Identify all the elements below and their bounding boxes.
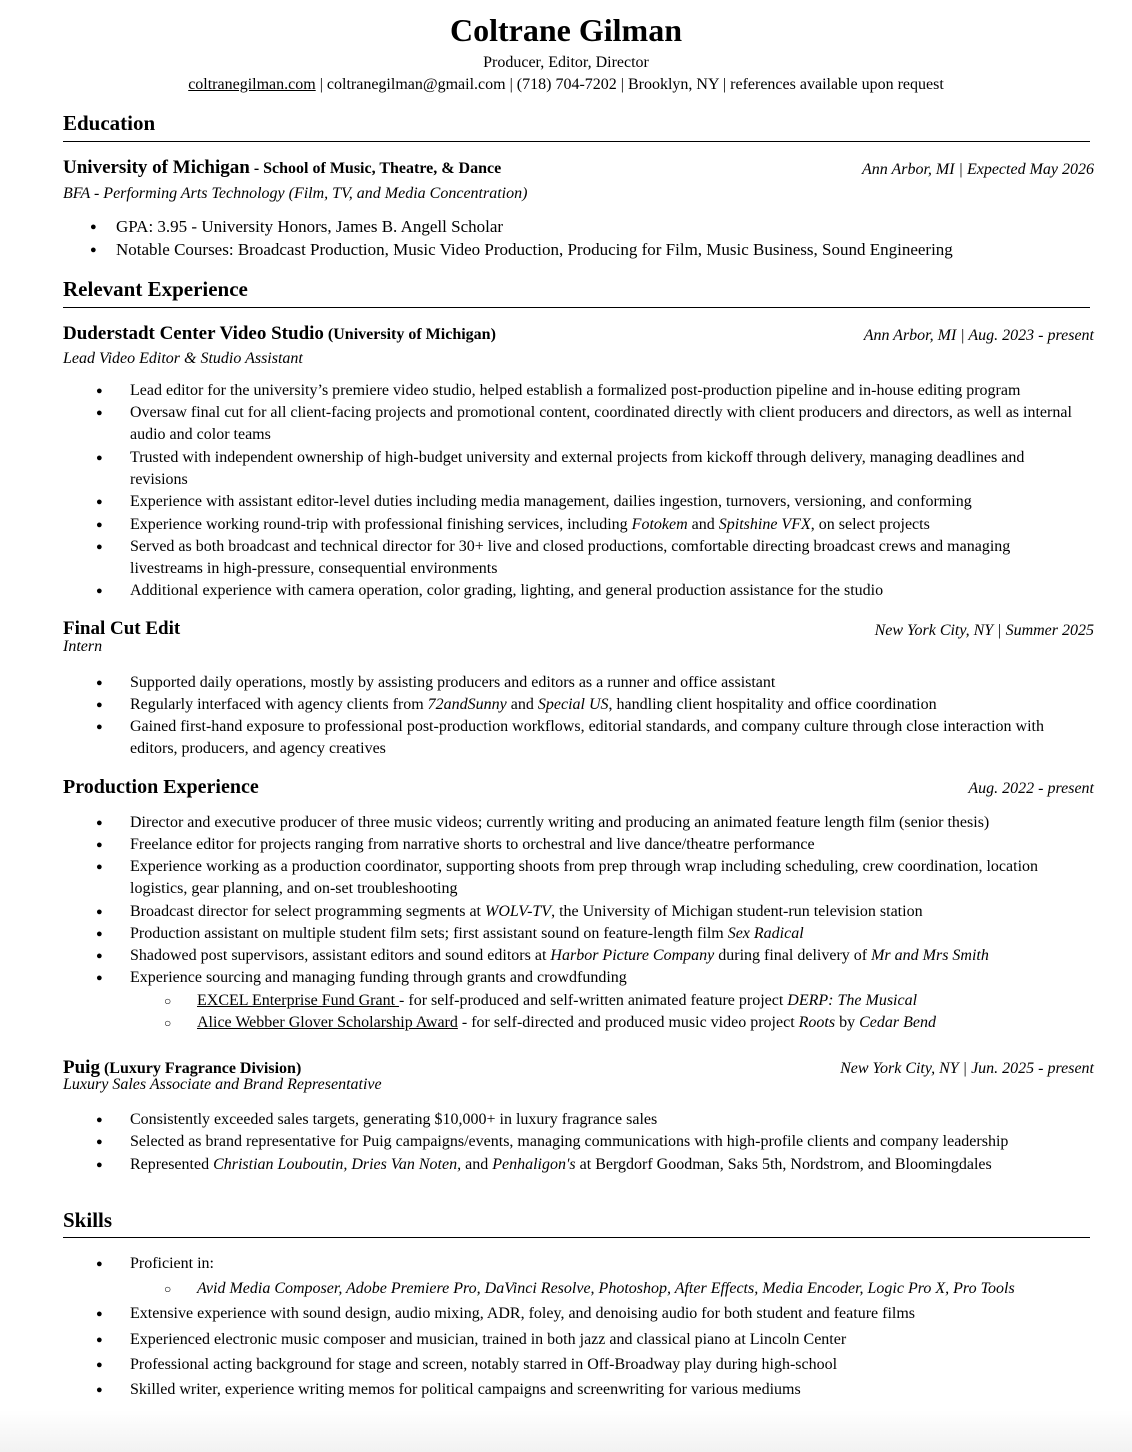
website-link[interactable]: coltranegilman.com <box>188 76 316 93</box>
section-title-relevant-experience: Relevant Experience <box>63 277 248 301</box>
sub-list-item: ○ Avid Media Composer, Adobe Premiere Pro, DaVinci Resolve, Photoshop, After Effects, Media Encoder, Logic Pro X, Pro Tools <box>197 1278 1015 1300</box>
list-item: ● Regularly interfaced with agency clients from 72andSunny and Special US, handling client hospitality and office coordination <box>130 694 1075 716</box>
contact-details: | coltranegilman@gmail.com | (718) 704-7202 | Brooklyn, NY | references available upon request <box>315 76 944 93</box>
list-item: ● Director and executive producer of three music videos; currently writing and producing an animated feature length film (senior thesis) <box>130 812 1075 834</box>
list-item: ● Experience sourcing and managing funding through grants and crowdfunding <box>130 967 1075 989</box>
list-item: ● Represented Christian Louboutin, Dries Van Noten, and Penhaligon's at Bergdorf Goodman, Saks 5th, Nordstrom, and Bloomingdales <box>130 1154 1075 1176</box>
list-item: ● Proficient in: <box>130 1253 1075 1275</box>
list-item: ● GPA: 3.95 - University Honors, James B. Angell Scholar <box>116 216 1061 238</box>
section-divider <box>63 1237 1090 1238</box>
duderstadt-location-date: Ann Arbor, MI | Aug. 2023 - present <box>863 327 1094 344</box>
puig-role: Luxury Sales Associate and Brand Representative <box>63 1076 382 1093</box>
sub-list-item: ○ Alice Webber Glover Scholarship Award - for self-directed and produced music video project Roots by Cedar Bend <box>197 1012 936 1034</box>
list-item: ● Production assistant on multiple student film sets; first assistant sound on feature-length film Sex Radical <box>130 923 1075 945</box>
list-item: ● Broadcast director for select programming segments at WOLV-TV, the University of Michigan student-run television station <box>130 901 1075 923</box>
list-item: ● Notable Courses: Broadcast Production, Music Video Production, Producing for Film, Music Business, Sound Engineering <box>116 239 1106 261</box>
org-final-cut-edit: Final Cut Edit <box>63 618 181 639</box>
section-title-skills: Skills <box>63 1208 113 1232</box>
list-item: ● Oversaw final cut for all client-facing projects and promotional content, coordinated directly with client producers and directors, as well as internal audio and color teams <box>130 402 1075 446</box>
final-cut-location-date: New York City, NY | Summer 2025 <box>874 622 1094 639</box>
section-title-production-experience: Production Experience <box>63 776 259 798</box>
list-item: ● Experienced electronic music composer and musician, trained in both jazz and classical piano at Lincoln Center <box>130 1329 1075 1351</box>
org-puig: Puig (Luxury Fragrance Division) <box>63 1057 302 1078</box>
list-item: ● Shadowed post supervisors, assistant editors and sound editors at Harbor Picture Company during final delivery of Mr and Mrs Smith <box>130 945 1075 967</box>
final-cut-role: Intern <box>63 638 103 655</box>
tagline: Producer, Editor, Director <box>483 54 649 71</box>
excel-grant-link[interactable]: EXCEL Enterprise Fund Grant <box>197 992 400 1009</box>
list-item: ● Extensive experience with sound design, audio mixing, ADR, foley, and denoising audio for both student and feature films <box>130 1303 1075 1325</box>
list-item: ● Experience working as a production coordinator, supporting shoots from prep through wrap including scheduling, crew coordination, location logistics, gear planning, and on-set troubleshooting <box>130 856 1075 900</box>
scholarship-award-link[interactable]: Alice Webber Glover Scholarship Award <box>197 1014 458 1031</box>
list-item: ● Trusted with independent ownership of high-budget university and external projects from kickoff through delivery, managing deadlines and revisions <box>130 447 1075 491</box>
list-item: ● Gained first-hand exposure to professional post-production workflows, editorial standards, and company culture through close interaction with editors, producers, and agency creatives <box>130 716 1075 760</box>
list-item: ● Experience working round-trip with professional finishing services, including Fotokem and Spitshine VFX, on select projects <box>130 514 1075 536</box>
section-divider <box>63 307 1090 308</box>
sub-list-item: ○ EXCEL Enterprise Fund Grant - for self-produced and self-written animated feature project DERP: The Musical <box>197 990 917 1012</box>
education-location-date: Ann Arbor, MI | Expected May 2026 <box>861 161 1094 178</box>
list-item: ● Selected as brand representative for Puig campaigns/events, managing communications with high-profile clients and company leadership <box>130 1131 1075 1153</box>
list-item: ● Experience with assistant editor-level duties including media management, dailies ingestion, turnovers, versioning, and conforming <box>130 491 1075 513</box>
list-item: ● Served as both broadcast and technical director for 30+ live and closed productions, comfortable directing broadcast crews and managing livestreams in high-pressure, consequential environments <box>130 536 1075 580</box>
contact-line <box>0 76 1132 94</box>
list-item: ● Freelance editor for projects ranging from narrative shorts to orchestral and live dance/theatre performance <box>130 834 1075 856</box>
degree: BFA - Performing Arts Technology (Film, TV, and Media Concentration) <box>63 185 528 202</box>
list-item: ● Additional experience with camera operation, color grading, lighting, and general production assistance for the studio <box>130 580 1075 602</box>
list-item: ● Professional acting background for stage and screen, notably starred in Off-Broadway play during high-school <box>130 1354 1075 1376</box>
list-item: ● Supported daily operations, mostly by assisting producers and editors as a runner and office assistant <box>130 672 1075 694</box>
list-item: ● Consistently exceeded sales targets, generating $10,000+ in luxury fragrance sales <box>130 1109 1075 1131</box>
section-title-education: Education <box>63 111 156 135</box>
duderstadt-role: Lead Video Editor & Studio Assistant <box>63 350 303 367</box>
section-divider <box>63 141 1090 142</box>
org-duderstadt: Duderstadt Center Video Studio (University of Michigan) <box>63 323 496 344</box>
list-item: ● Skilled writer, experience writing memos for political campaigns and screenwriting for various mediums <box>130 1379 1075 1401</box>
production-date: Aug. 2022 - present <box>968 780 1094 797</box>
page-bottom-shade <box>0 1410 1132 1452</box>
school-name: University of Michigan - School of Music, Theatre, & Dance <box>63 157 502 178</box>
resume-name: Coltrane Gilman <box>450 12 682 48</box>
puig-location-date: New York City, NY | Jun. 2025 - present <box>840 1060 1094 1077</box>
list-item: ● Lead editor for the university’s premiere video studio, helped establish a formalized post-production pipeline and in-house editing program <box>130 380 1075 402</box>
